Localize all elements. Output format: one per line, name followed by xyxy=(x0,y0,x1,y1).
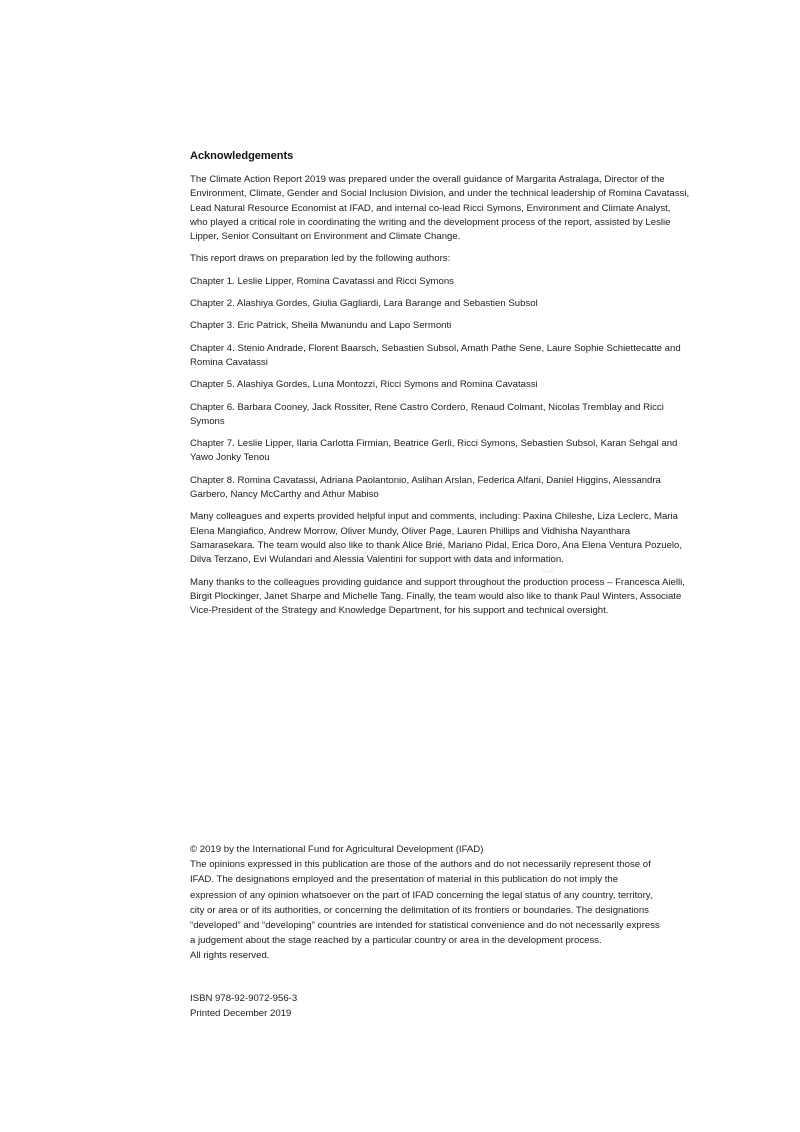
chapter-2-authors: Chapter 2. Alashiya Gordes, Giulia Gagliardi, Lara Barange and Sebastien Subsol xyxy=(190,298,538,310)
printed-date: Printed December 2019 xyxy=(190,1008,292,1020)
thanks-paragraph: Many thanks to the colleagues providing guidance and support throughout the production process – Francesca Aielli, Birgit Plockinger, Janet Sharpe and Michelle Tang. Finally, the team would also like to thank Paul Winters, Associate Vice-President of the Strategy and Knowledge Department, for his support and technical oversight. xyxy=(190,576,685,617)
chapter-6-authors: Chapter 6. Barbara Cooney, Jack Rossiter, René Castro Cordero, Renaud Colmant, Nicolas Tremblay and Ricci Symons xyxy=(190,401,664,427)
colleagues-paragraph: Many colleagues and experts provided helpful input and comments, including: Paxina Chileshe, Liza Leclerc, Maria Elena Mangiafico, Andrew Morrow, Oliver Mundy, Oliver Page, Lauren Phillips and Vidhisha Nayanthara Samarasekara. The team would also like to thank Alice Brié, Mariano Pidal, Erica Doro, Ana Elena Ventura Pozuelo, Dilva Terzano, Evi Wulandari and Alessia Valentini for support with data and information. xyxy=(190,511,683,566)
acknowledgements-section xyxy=(190,148,690,626)
acknowledgements-intro: The Climate Action Report 2019 was prepared under the overall guidance of Margarita Astralaga, Director of the Environment, Climate, Gender and Social Inclusion Division, and under the technical leadership of Romina Cavatassi, Lead Natural Resource Economist at IFAD, and internal co-lead Ricci Symons, Environment and Climate Analyst, who played a critical role in coordinating the writing and the development process of the report, assisted by Leslie Lipper, Senior Consultant on Environment and Climate Change. xyxy=(190,174,690,243)
chapter-1-authors: Chapter 1. Leslie Lipper, Romina Cavatassi and Ricci Symons xyxy=(190,275,454,287)
authors-intro: This report draws on preparation led by the following authors: xyxy=(190,253,451,265)
copyright-line: © 2019 by the International Fund for Agricultural Development (IFAD) xyxy=(190,844,484,855)
imprint-section xyxy=(190,842,660,964)
publication-info xyxy=(190,991,490,1021)
rights-line: All rights reserved. xyxy=(190,950,270,962)
acknowledgements-heading: Acknowledgements xyxy=(190,150,294,162)
chapter-authors-list xyxy=(190,275,690,503)
chapter-5-authors: Chapter 5. Alashiya Gordes, Luna Montozzi, Ricci Symons and Romina Cavatassi xyxy=(190,379,538,391)
chapter-8-authors: Chapter 8. Romina Cavatassi, Adriana Paolantonio, Aslihan Arslan, Federica Alfani, Daniel Higgins, Alessandra Garbero, Nancy McCarthy and Athur Mabiso xyxy=(190,474,661,501)
chapter-7-authors: Chapter 7. Leslie Lipper, Ilaria Carlotta Firmian, Beatrice Gerli, Ricci Symons, Sebastien Subsol, Karan Sehgal and Yawo Jonky Tenou xyxy=(190,438,678,464)
chapter-4-authors: Chapter 4. Stenio Andrade, Florent Baarsch, Sebastien Subsol, Amath Pathe Sene, Laure Sophie Schiettecatte and Romina Cavatassi xyxy=(190,342,681,368)
chapter-3-authors: Chapter 3. Eric Patrick, Sheila Mwanundu and Lapo Sermonti xyxy=(190,320,452,332)
disclaimer-paragraph: The opinions expressed in this publication are those of the authors and do not necessarily represent those of IFAD. The designations employed and the presentation of material in this publication do not imply the expression of any opinion whatsoever on the part of IFAD concerning the legal status of any country, territory, city or area or of its authorities, or concerning the delimitation of its frontiers or boundaries. The designations “developed” and “developing” countries are intended for statistical convenience and do not necessarily express a judgement about the stage reached by a particular country or area in the development process. xyxy=(190,859,660,947)
isbn-line: ISBN 978-92-9072-956-3 xyxy=(190,993,298,1004)
